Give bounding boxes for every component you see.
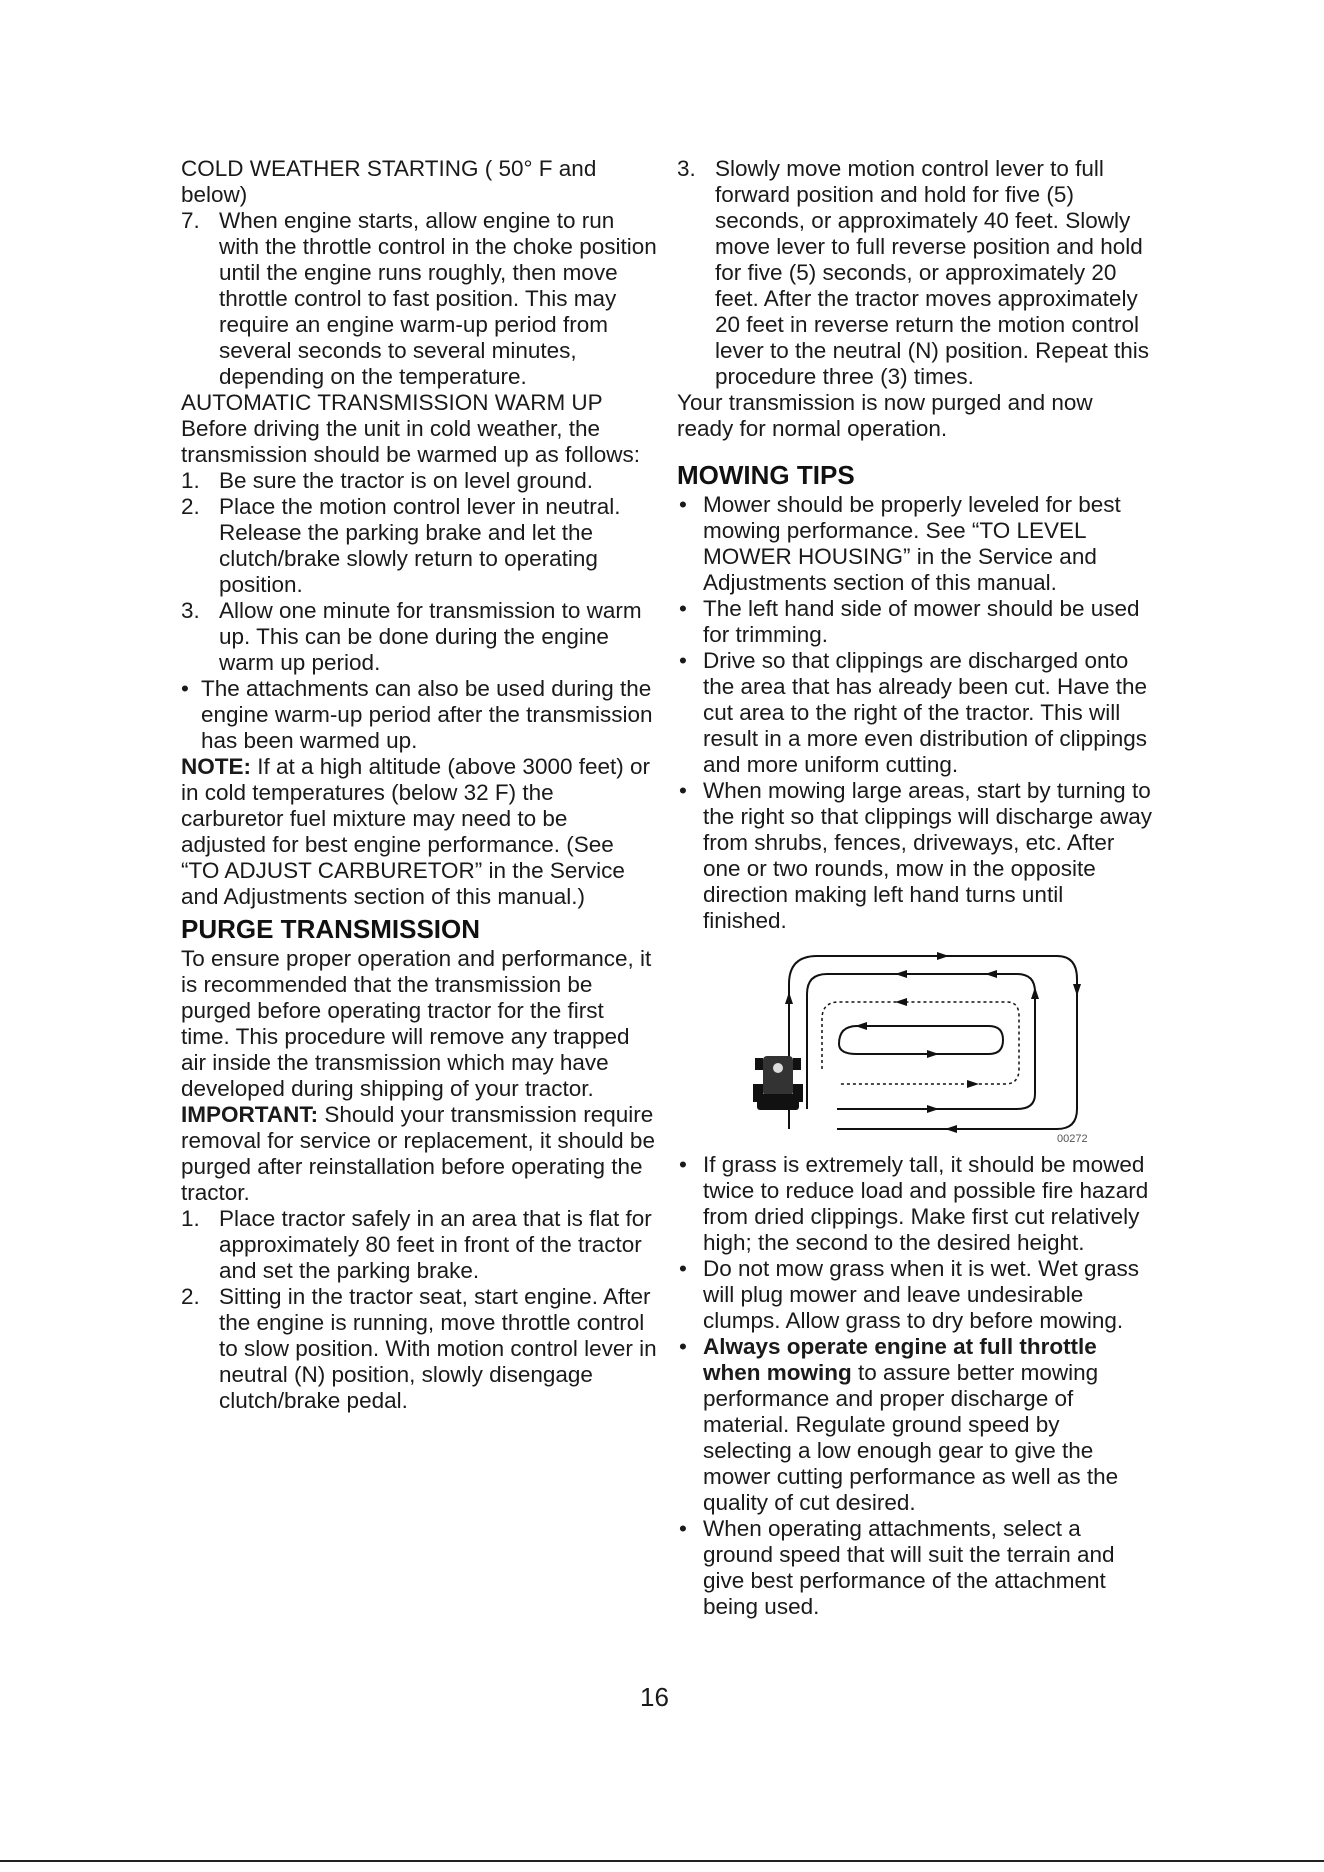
tip-text: Mower should be properly leveled for best mowing performance. See “TO LEVEL MOWER HOUSING” in the Service and Adjustments section of this manual. [703,492,1121,595]
left-column [181,156,657,1414]
bullet-text: The attachments can also be used during the engine warm-up period after the transmission has been warmed up. [201,676,653,753]
arrow-icon [895,970,907,978]
step-number: 1. [181,468,200,493]
important-text: Should your transmission require removal for service or replacement, it should be purged after reinstallation before operating the tractor. [181,1102,655,1205]
tip-item [677,1516,1153,1620]
note-paragraph [181,754,657,910]
inner-path [839,1026,1003,1054]
step-number: 3. [181,598,200,623]
purge-intro: To ensure proper operation and performance, it is recommended that the transmission be purged before operating tractor for the first time. This procedure will remove any trapped air inside the transmission which may have developed during shipping of your tractor. [181,946,652,1101]
bullet-icon: • [679,1152,687,1177]
step-text: Sitting in the tractor seat, start engine. After the engine is running, move throttle control to slow position. With motion control lever in neutral (N) position, slowly disengage clutch/brake pedal. [219,1284,657,1413]
bullet-icon: • [679,492,687,517]
step-number: 2. [181,1284,200,1309]
arrow-icon [985,970,997,978]
arrow-icon [855,1022,867,1030]
tip-item [677,648,1153,778]
arrow-icon [945,1125,957,1133]
step-number: 2. [181,494,200,519]
arrow-icon [927,1050,939,1058]
note-text: If at a high altitude (above 3000 feet) or in cold temperatures (below 32 F) the carburetor fuel mixture may need to be adjusted for best engine performance. (See “TO ADJUST CARBURETOR” in the Service and Adjustments section of this manual.) [181,754,651,909]
step-text: Place the motion control lever in neutral. Release the parking brake and let the clutch/brake slowly return to operating position. [219,494,621,597]
important-label: IMPORTANT: [181,1102,319,1127]
right-column [677,156,1153,1620]
tip-item [677,1334,1153,1516]
bullet-item [181,676,657,754]
tip-text: Drive so that clippings are discharged onto the area that has already been cut. Have the cut area to the right of the tractor. This will result in a more even distribution of clippings and more uniform cutting. [703,648,1148,777]
purge-step [181,1284,657,1414]
lawn-tractor-icon [753,1056,803,1110]
tip-text: Do not mow grass when it is wet. Wet grass will plug mower and leave undesirable clumps. Allow grass to dry before mowing. [703,1256,1139,1333]
purge-step [181,1206,657,1284]
tip-text: The left hand side of mower should be used for trimming. [703,596,1140,647]
step-number: 3. [677,156,696,181]
warmup-step [181,468,657,494]
tip-text: When operating attachments, select a ground speed that will suit the terrain and give best performance of the attachment being used. [703,1516,1115,1619]
cold-weather-step [181,208,657,390]
arrow-icon [785,992,793,1004]
purge-step [677,156,1153,390]
purge-transmission-heading: PURGE TRANSMISSION [181,914,481,944]
purge-complete-text: Your transmission is now purged and now ready for normal operation. [677,390,1093,441]
tip-item [677,778,1153,934]
bottom-rule [0,1860,1324,1862]
arrow-icon [1031,987,1039,999]
tip-item [677,492,1153,596]
tip-item [677,1152,1153,1256]
arrow-icon [937,952,949,960]
bullet-icon: • [679,1334,687,1359]
throttle-bold-text: Always operate engine at full throttle when mowing [703,1334,1097,1385]
step-text: Be sure the tractor is on level ground. [219,468,593,493]
tip-text: If grass is extremely tall, it should be mowed twice to reduce load and possible fire hazard from dried clippings. Make first cut relatively high; the second to the desired height. [703,1152,1149,1255]
step-text: When engine starts, allow engine to run with the throttle control in the choke position until the engine runs roughly, then move throttle control to fast position. This may require an engine warm-up period from several seconds to several minutes, depending on the temperature. [219,208,657,389]
bullet-icon: • [181,676,189,701]
arrow-icon [927,1105,939,1113]
page-number: 16 [640,1682,669,1712]
tip-item [677,1256,1153,1334]
bullet-icon: • [679,1516,687,1541]
important-paragraph [181,1102,657,1206]
auto-transmission-heading: AUTOMATIC TRANSMISSION WARM UP [181,390,603,415]
bullet-icon: • [679,1256,687,1281]
warmup-step [181,598,657,676]
arrow-icon [967,1080,979,1088]
tip-text [703,1334,1118,1515]
bullet-icon: • [679,778,687,803]
bullet-icon: • [679,648,687,673]
second-path [807,974,1035,1109]
step-number: 1. [181,1206,200,1231]
throttle-rest-text: to assure better mowing performance and proper discharge of material. Regulate ground speed by selecting a low enough gear to give the mower cutting performance as well as the quality of cut desired. [703,1360,1119,1515]
arrow-icon [1073,984,1081,996]
step-number: 7. [181,208,200,233]
cold-weather-heading: COLD WEATHER STARTING ( 50° F and below) [181,156,597,207]
tip-item [677,596,1153,648]
figure-code: 00272 [1057,1133,1088,1144]
third-path [822,1002,1019,1084]
mowing-pattern-figure [727,944,1107,1144]
step-text: Place tractor safely in an area that is flat for approximately 80 feet in front of the tractor and set the parking brake. [219,1206,652,1283]
mowing-pattern-diagram [727,944,1107,1144]
bullet-icon: • [679,596,687,621]
step-text: Allow one minute for transmission to warm up. This can be done during the engine warm up period. [219,598,642,675]
arrow-icon [895,998,907,1006]
warmup-step [181,494,657,598]
tip-text: When mowing large areas, start by turning to the right so that clippings will discharge away from shrubs, fences, driveways, etc. After one or two rounds, mow in the opposite direction making left hand turns until finished. [703,778,1152,933]
mowing-tips-heading: MOWING TIPS [677,460,855,490]
step-text: Slowly move motion control lever to full forward position and hold for five (5) seconds, or approximately 40 feet. Slowly move lever to full reverse position and hold for five (5) seconds, or approximately 20 feet. After the tractor moves approximately 20 feet in reverse return the motion control lever to the neutral (N) position. Repeat this procedure three (3) times. [715,156,1149,389]
auto-transmission-intro: Before driving the unit in cold weather, the transmission should be warmed up as follows: [181,416,640,467]
note-label: NOTE: [181,754,251,779]
